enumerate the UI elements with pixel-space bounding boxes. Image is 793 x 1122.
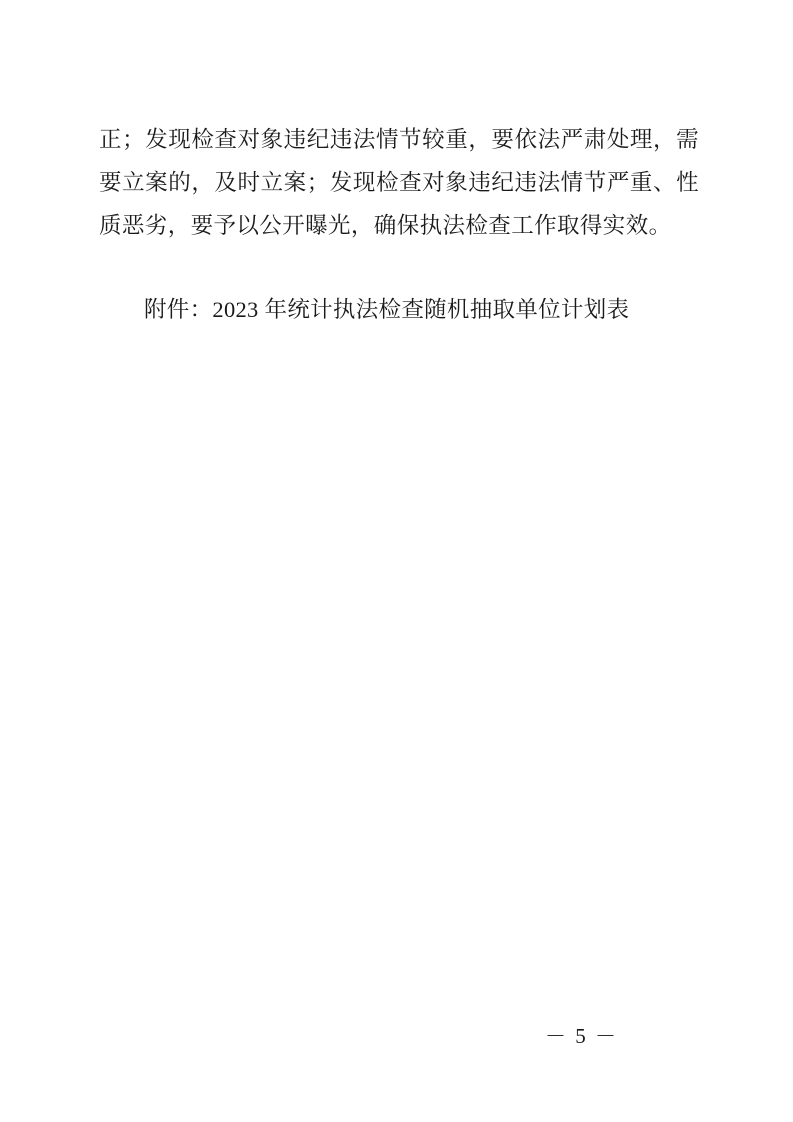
attachment-line: 附件：2023 年统计执法检查随机抽取单位计划表 <box>144 297 630 322</box>
body-text-block <box>99 118 699 247</box>
paragraph-1: 正；发现检查对象违纪违法情节较重，要依法严肃处理，需要立案的，及时立案；发现检查对象违纪违法情节严重、性质恶劣，要予以公开曝光，确保执法检查工作取得实效。 <box>99 127 699 238</box>
page-number-text: － 5 － <box>545 1024 618 1048</box>
page-number <box>0 1020 793 1050</box>
